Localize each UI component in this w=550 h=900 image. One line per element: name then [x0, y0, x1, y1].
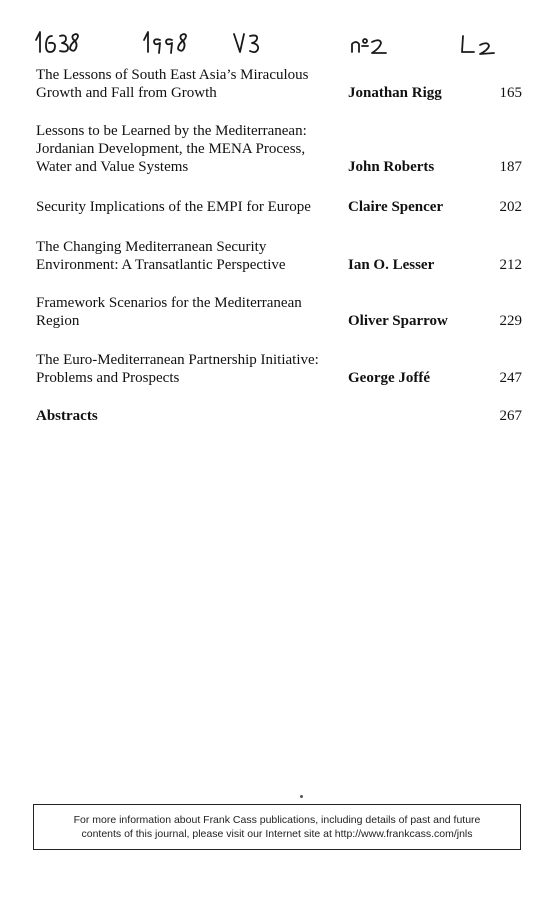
toc-entry	[36, 294, 524, 330]
footer-info-box	[33, 804, 521, 850]
toc-entry-title: The Lessons of South East Asia’s Miraculous Growth and Fall from Growth	[36, 67, 309, 101]
toc-entry-abstracts	[36, 407, 524, 425]
toc-entry	[36, 66, 524, 102]
scan-speck	[300, 795, 303, 798]
toc-entry-author: Oliver Sparrow	[348, 313, 448, 329]
footer-line-1: For more information about Frank Cass publications, including details of past and future	[73, 814, 481, 826]
toc-entry-page: 202	[499, 199, 522, 215]
table-of-contents	[36, 66, 524, 425]
toc-entry-page: 229	[499, 313, 522, 329]
handwritten-annotation-drawing	[0, 20, 550, 60]
toc-entry-title: Lessons to be Learned by the Mediterranean: Jordanian Development, the MENA Process, Water and Value Systems	[36, 123, 307, 175]
toc-entry-title: Security Implications of the EMPI for Europe	[36, 199, 311, 215]
toc-entry-page: 187	[499, 159, 522, 175]
toc-entry-author: Jonathan Rigg	[348, 85, 442, 101]
footer-line-2: contents of this journal, please visit our Internet site at http://www.frankcass.com/jnls	[81, 828, 473, 840]
toc-entry-page: 165	[499, 85, 522, 101]
toc-entry	[36, 351, 524, 387]
toc-entry-author: Claire Spencer	[348, 199, 444, 215]
toc-entry-title: The Changing Mediterranean Security Environment: A Transatlantic Perspective	[36, 239, 286, 273]
toc-entry-title: The Euro-Mediterranean Partnership Initiative: Problems and Prospects	[36, 352, 319, 386]
toc-entry-title: Abstracts	[36, 408, 98, 424]
toc-entry-page: 212	[499, 257, 522, 273]
toc-entry-author: George Joffé	[348, 370, 431, 386]
toc-entry	[36, 238, 524, 274]
toc-entry-page: 247	[499, 370, 522, 386]
handwritten-annotation	[0, 20, 550, 60]
toc-entry-page: 267	[499, 408, 522, 424]
toc-entry-title: Framework Scenarios for the Mediterranean Region	[36, 295, 302, 329]
toc-entry-author: John Roberts	[348, 159, 435, 175]
toc-entry	[36, 122, 524, 176]
toc-entry-author: Ian O. Lesser	[348, 257, 435, 273]
toc-entry	[36, 198, 524, 216]
